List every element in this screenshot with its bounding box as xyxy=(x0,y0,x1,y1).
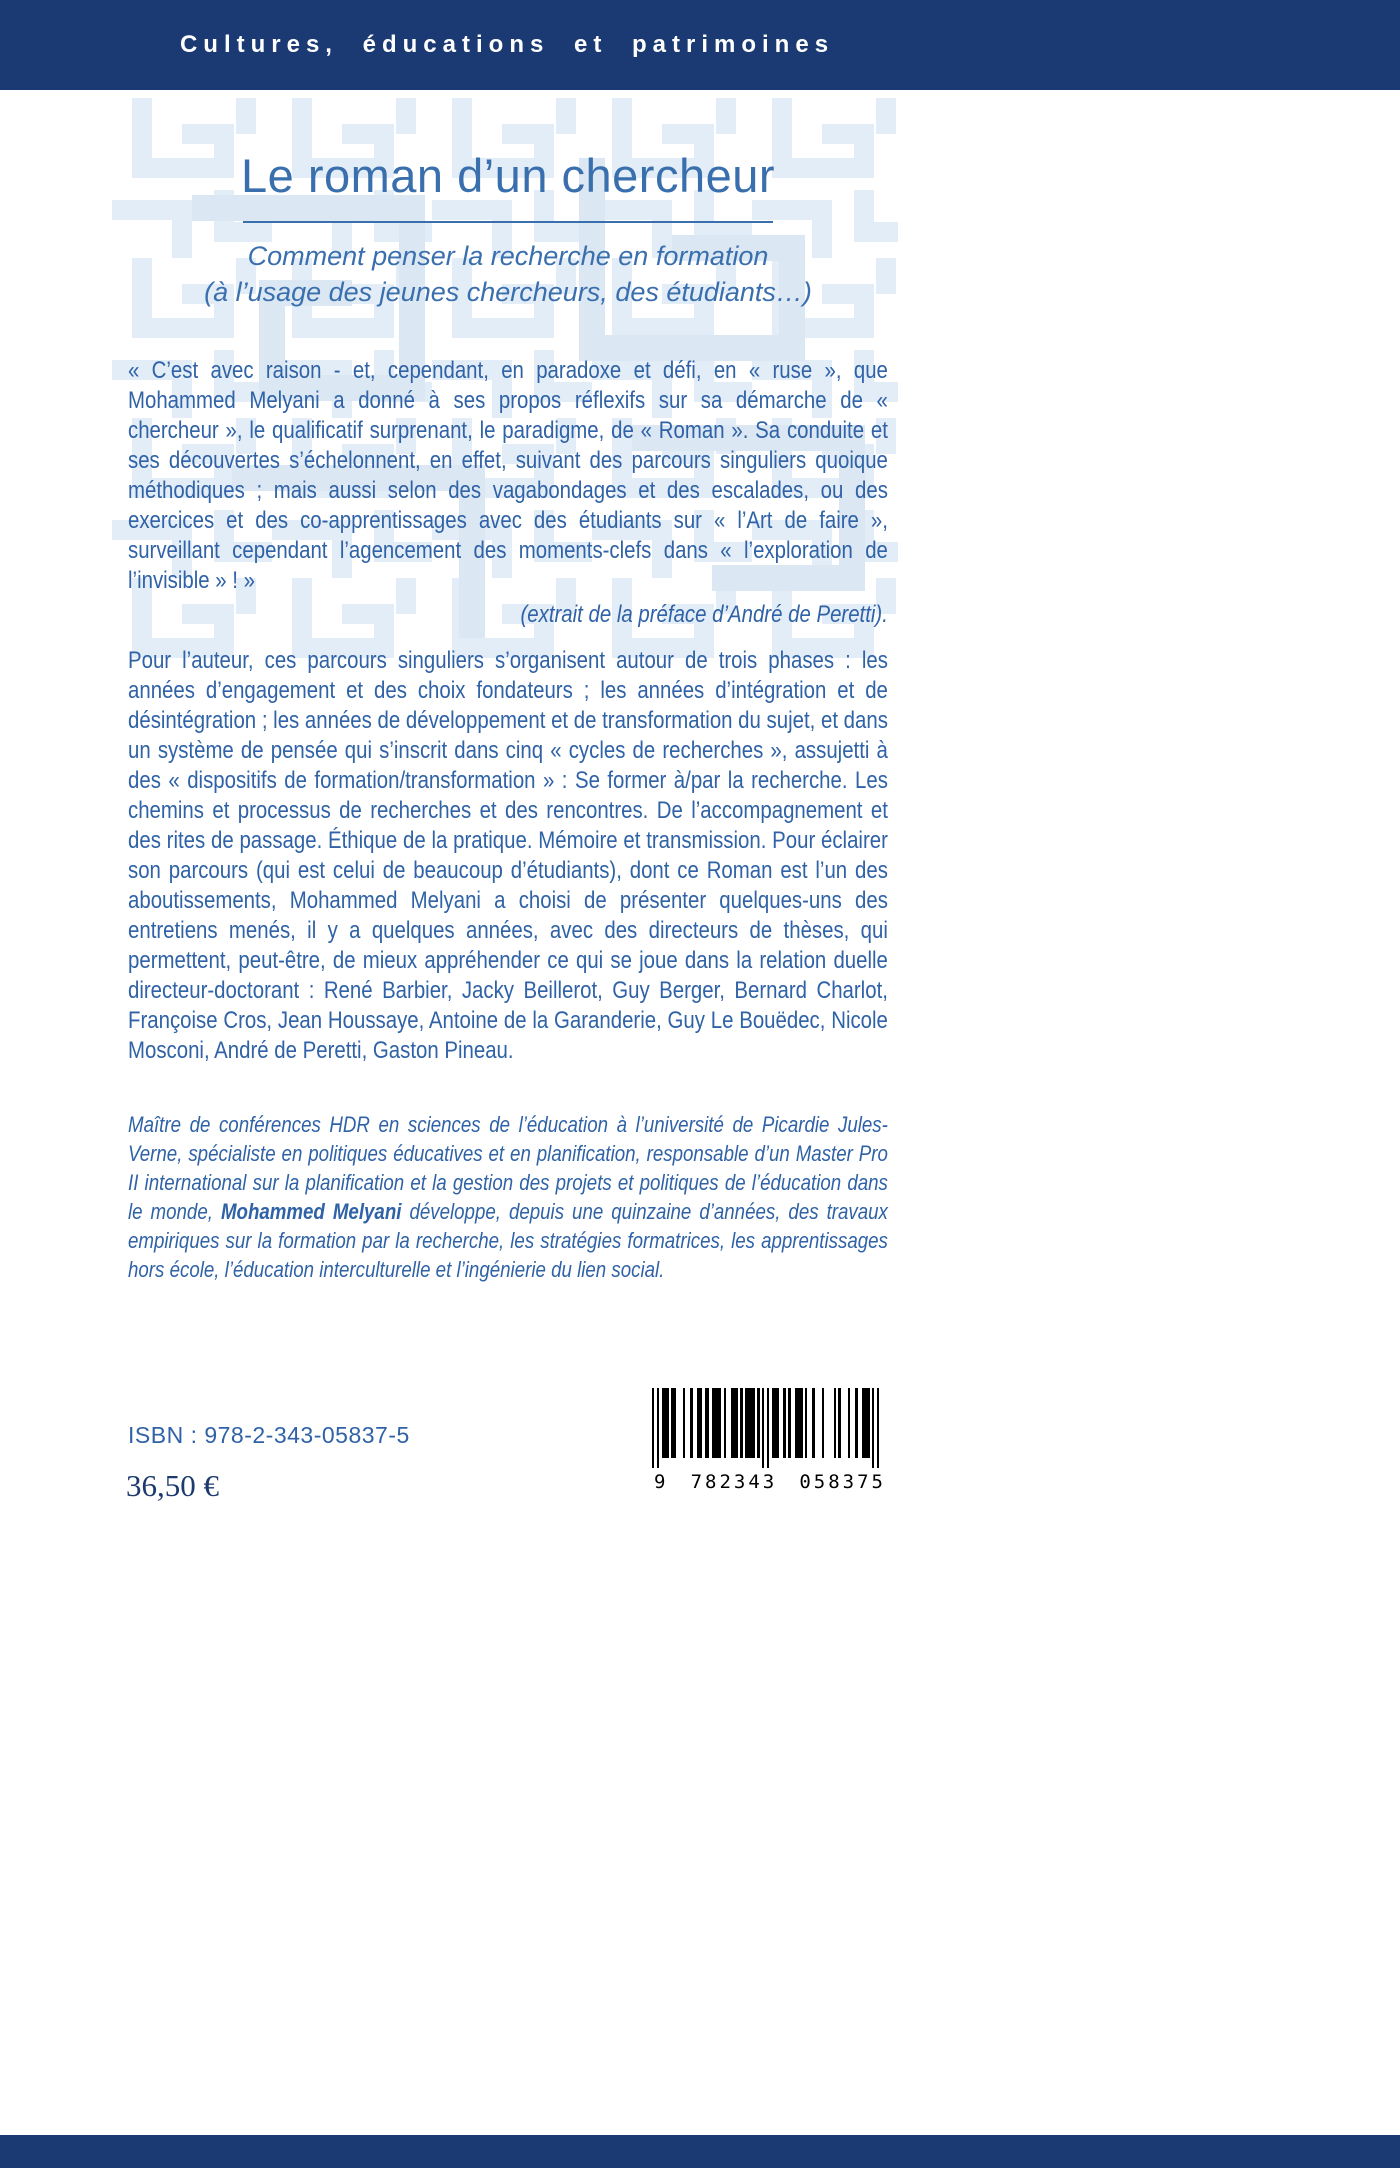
author-name: Mohammed Melyani xyxy=(220,1199,402,1224)
subtitle-line-2: (à l’usage des jeunes chercheurs, des étudiants…) xyxy=(204,277,812,307)
quote-attribution: (extrait de la préface d’André de Peretti). xyxy=(520,601,888,628)
barcode xyxy=(652,1388,888,1493)
synopsis-paragraph: Pour l’auteur, ces parcours singuliers s’organisent autour de trois phases : les années d’engagement et des choix fondateurs ; les années d’intégration et de désintégration ; les années de développement et de transformation du sujet, et dans un système de pensée qui s’inscrit dans cinq « cycles de recherches », assujetti à des « dispositifs de formation/transformation » : Se former à/par la recherche. Les chemins et processus de recherches et des rencontres. De l’accompagnement et des rites de passage. Éthique de la pratique. Mémoire et transmission. Pour éclairer son parcours (qui est celui de beaucoup d’étudiants), dont ce Roman est l’un des aboutissements, Mohammed Melyani a choisi de présenter quelques-uns des entretiens menés, il y a quelques années, avec des directeurs de thèses, qui permettent, peut-être, de mieux appréhender ce qui se joue dans la relation duelle directeur-doctorant : René Barbier, Jacky Beillerot, Guy Berger, Bernard Charlot, Françoise Cros, Jean Houssaye, Antoine de la Garanderie, Guy Le Bouëdec, Nicole Mosconi, André de Peretti, Gaston Pineau. xyxy=(128,647,888,1064)
barcode-left-group: 782343 xyxy=(690,1471,778,1493)
isbn-text: ISBN : 978-2-343-05837-5 xyxy=(128,1422,410,1448)
author-bio xyxy=(128,1110,888,1284)
barcode-bars xyxy=(652,1388,888,1468)
collection-title: Cultures, éducations et patrimoines xyxy=(179,31,835,58)
price-text: 36,50 € xyxy=(126,1468,219,1503)
book-subtitle xyxy=(128,238,888,310)
back-cover-text xyxy=(128,356,888,1284)
barcode-right-group: 058375 xyxy=(799,1471,886,1493)
bio-before-name: Maître de conférences HDR en sciences de l’éducation à l’université de Picardie Jules-Verne, spécialiste en politiques éducatives et en planification, responsable d’un Master Pro II international sur la planification et la gestion des projets et politiques de l’éducation dans le monde, xyxy=(128,1112,888,1224)
barcode-digits xyxy=(652,1468,888,1493)
subtitle-line-1: Comment penser la recherche en formation xyxy=(247,241,769,271)
book-title: Le roman d’un chercheur xyxy=(240,149,776,202)
title-divider xyxy=(243,221,773,223)
barcode-lead-digit: 9 xyxy=(654,1471,669,1493)
bottom-band xyxy=(0,2135,1400,2168)
preface-quote: « C’est avec raison - et, cependant, en paradoxe et défi, en « ruse », que Mohammed Melyani a donné à ses propos réflexifs sur sa démarche de « chercheur », le qualificatif surprenant, le paradigme, de « Roman ». Sa conduite et ses découvertes s’échelonnent, en effet, suivant des parcours singuliers quoique méthodiques ; mais aussi selon des vagabondages et des escalades, ou des exercices et des co-apprentissages avec des étudiants sur « l’Art de faire », surveillant cependant l’agencement des moments-clefs dans « l’exploration de l’invisible » ! » xyxy=(128,357,888,594)
collection-band xyxy=(0,0,1400,90)
bio-after-name: développe, depuis une quinzaine d’années, des travaux empiriques sur la formation par la recherche, les stratégies formatrices, les apprentissages hors école, l’éducation interculturelle et l’ingénierie du lien social. xyxy=(128,1199,888,1282)
